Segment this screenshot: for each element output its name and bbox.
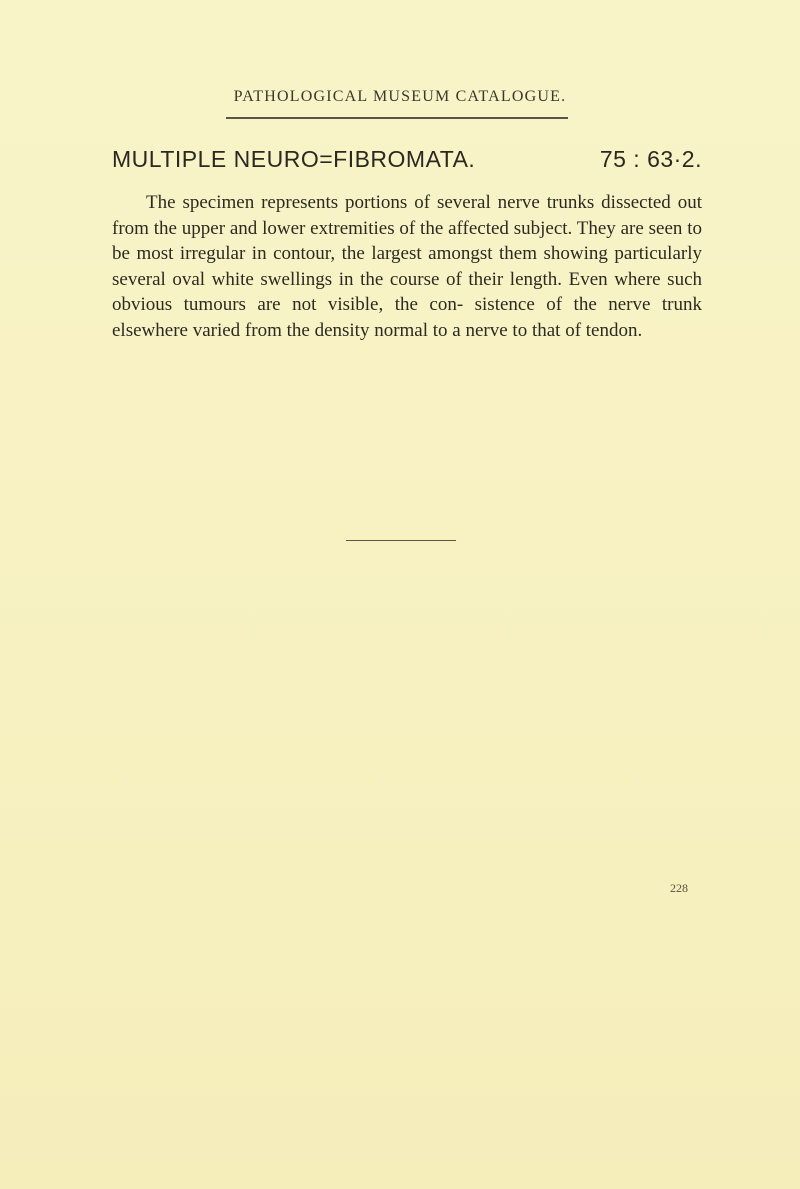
- entry-heading: [112, 146, 702, 176]
- end-rule: [346, 540, 456, 541]
- entry-description: The specimen represents portions of several nerve trunks dissected out from the upper and lower extremities of the affected subject. They are seen to be most irregular in contour, the largest amongst them showing particularly several oval white swellings in the course of their length. Even where such obvious tumours are not visible, the con- sistence of the nerve trunk elsewhere varied from the density normal to a nerve to that of tendon.: [112, 192, 702, 341]
- entry-title: MULTIPLE NEURO=FIBROMATA.: [112, 146, 476, 172]
- page-number: 228: [670, 881, 688, 895]
- running-head: PATHOLOGICAL MUSEUM CATALOGUE.: [233, 88, 567, 105]
- catalogue-reference: 75 : 63·2.: [599, 146, 702, 172]
- header-rule: [226, 117, 568, 119]
